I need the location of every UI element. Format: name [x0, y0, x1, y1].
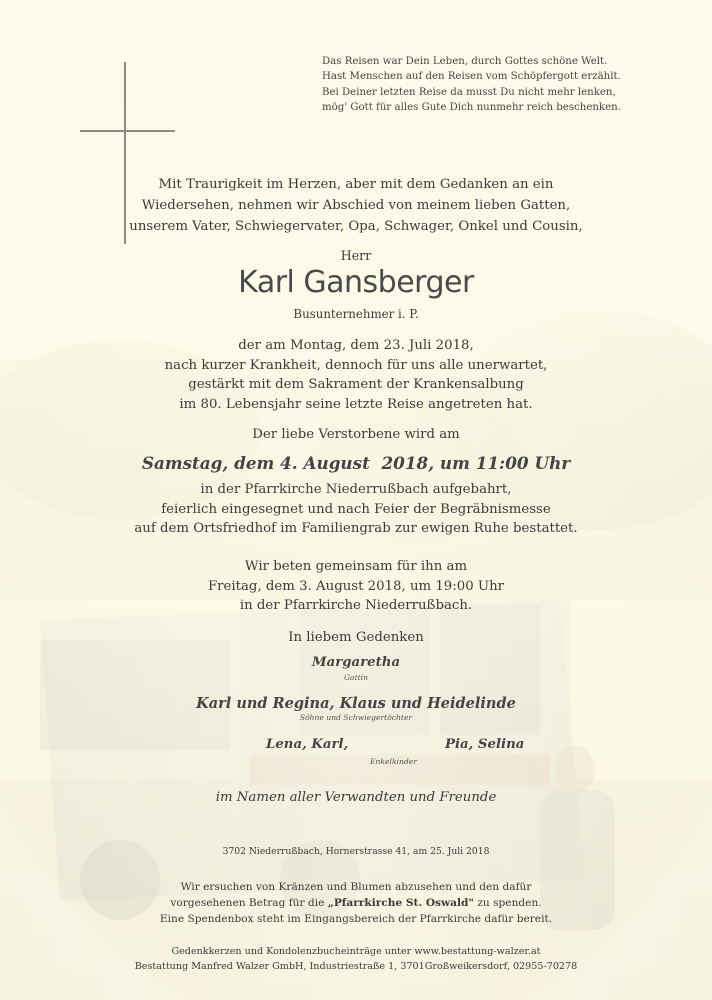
prayer-notice: [0, 557, 712, 616]
prayer-line: Wir beten gemeinsam für ihn am: [244, 559, 468, 574]
wife-name: Margaretha: [311, 655, 401, 670]
wife-relation: Gattin: [343, 673, 369, 682]
funeral-home-footer: [0, 945, 712, 974]
intro-line: Wiedersehen, nehmen wir Abschied von meinem lieben Gatten,: [141, 198, 571, 213]
intro-line: Mit Traurigkeit im Herzen, aber mit dem Gedanken an ein: [158, 177, 554, 192]
intro-line: unserem Vater, Schwiegervater, Opa, Schwager, Onkel und Cousin,: [129, 219, 583, 234]
death-notice-line: gestärkt mit dem Sakrament der Krankensalbung: [188, 377, 524, 392]
request-text: vorgesehenen Betrag für die: [170, 896, 328, 909]
poem: [322, 54, 652, 115]
grandchildren-left: Lena, Karl,: [266, 737, 349, 752]
funeral-detail-line: feierlich eingesegnet und nach Feier der Begräbnismesse: [161, 501, 551, 517]
poem-line: Das Reisen war Dein Leben, durch Gottes schöne Welt.: [322, 56, 608, 67]
cross-horizontal-beam: [80, 130, 175, 132]
death-notice-line: nach kurzer Krankheit, dennoch für uns alle unerwartet,: [164, 357, 548, 373]
request-line: Wir ersuchen von Kränzen und Blumen abzusehen und den dafür: [180, 881, 532, 893]
grandchildren-relation: Enkelkinder: [370, 757, 417, 766]
children-names: Karl und Regina, Klaus und Heidelinde: [196, 695, 516, 712]
poem-line: Bei Deiner letzten Reise da musst Du nicht mehr lenken,: [322, 86, 616, 98]
relatives-line: im Namen aller Verwandten und Freunde: [215, 790, 497, 805]
death-notice: [0, 336, 712, 414]
donation-request: [0, 880, 712, 927]
deceased-occupation: Busunternehmer i. P.: [293, 307, 419, 321]
prayer-line: Freitag, dem 3. August 2018, um 19:00 Uhr: [207, 578, 505, 594]
poem-line: mög' Gott für alles Gute Dich nunmehr reich beschenken.: [322, 101, 621, 113]
funeral-detail-line: in der Pfarrkirche Niederrußbach aufgebahrt,: [200, 482, 512, 497]
death-notice-line: im 80. Lebensjahr seine letzte Reise angetreten hat.: [179, 396, 533, 412]
mourners-heading: In liebem Gedenken: [288, 630, 424, 645]
grandchildren-right: Pia, Selina: [445, 737, 525, 752]
funeral-announce: Der liebe Verstorbene wird am: [252, 427, 460, 442]
salutation: Herr: [340, 248, 372, 263]
request-text: zu spenden.: [473, 896, 542, 909]
intro-text: [0, 174, 712, 237]
funeral-detail-line: auf dem Ortsfriedhof im Familiengrab zur ewigen Ruhe bestattet.: [134, 521, 578, 536]
funeral-details: [0, 480, 712, 539]
donation-recipient: „Pfarrkirche St. Oswald": [327, 896, 474, 909]
children-relation: Söhne und Schwiegertöchter: [299, 713, 413, 722]
place-and-date: 3702 Niederrußbach, Hornerstrasse 41, am 25. Juli 2018: [222, 846, 490, 857]
request-line: Eine Spendenbox steht im Eingangsbereich der Pfarrkirche dafür bereit.: [159, 912, 553, 925]
poem-line: Hast Menschen auf den Reisen vom Schöpfergott erzählt.: [322, 71, 621, 83]
prayer-line: in der Pfarrkirche Niederrußbach.: [239, 598, 473, 613]
footer-line: Bestattung Manfred Walzer GmbH, Industriestraße 1, 3701Großweikersdorf, 02955-70278: [134, 960, 578, 972]
funeral-date: Samstag, dem 4. August 2018, um 11:00 Uhr: [141, 453, 571, 473]
footer-line: Gedenkkerzen und Kondolenzbucheinträge unter www.bestattung-walzer.at: [171, 946, 541, 957]
request-line: [0, 896, 712, 912]
death-notice-line: der am Montag, dem 23. Juli 2018,: [238, 338, 474, 353]
deceased-name: Karl Gansberger: [238, 265, 474, 300]
